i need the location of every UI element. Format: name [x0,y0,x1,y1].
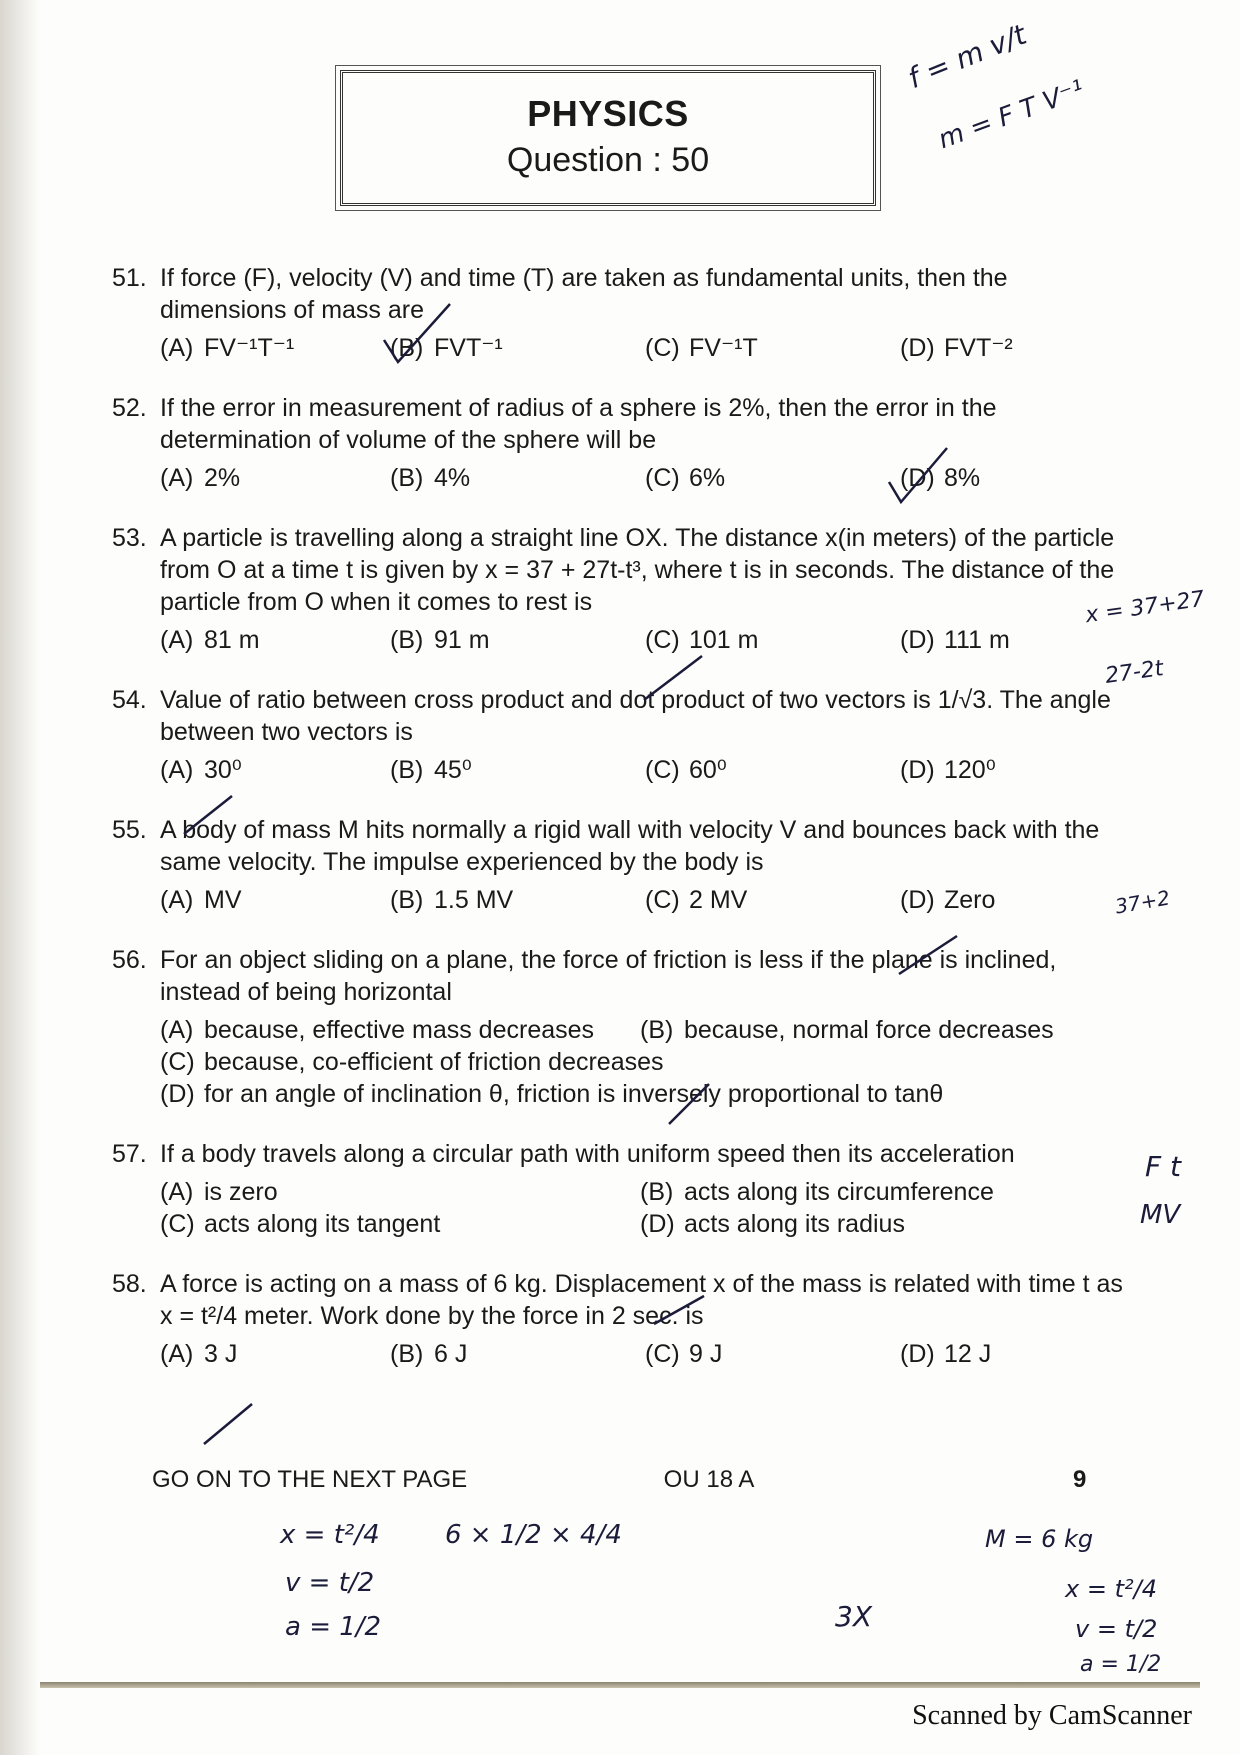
handwritten-note: x = t²/4 [1065,1575,1157,1603]
option-a[interactable] [160,1014,640,1046]
option-d[interactable] [900,624,1155,656]
option-d[interactable] [900,754,1155,786]
question-58 [112,1268,1132,1370]
question-text: A body of mass M hits normally a rigid wall with velocity V and bounces back with the same velocity. The impulse experienced by the body is [160,816,1100,876]
option-text: FVT⁻¹ [434,334,503,362]
option-c[interactable] [645,884,900,916]
option-label: (D) [900,464,935,492]
option-a[interactable] [160,1176,640,1208]
option-b[interactable] [390,884,645,916]
option-label: (C) [645,334,680,362]
option-c[interactable] [160,1046,1132,1078]
option-label: (B) [390,464,424,492]
handwritten-note: m = F T V⁻¹ [934,74,1089,156]
page-number: 9 [1073,1466,1087,1493]
question-number: 52. [112,394,147,422]
handwritten-note: x = t²/4 [280,1520,380,1550]
option-text: 12 J [944,1340,992,1368]
option-label: (C) [645,626,680,654]
option-text: 45⁰ [434,756,472,784]
question-text: If a body travels along a circular path with uniform speed then its acceleration [160,1140,1015,1168]
question-text: If the error in measurement of radius of a sphere is 2%, then the error in the determination of volume of the sphere will be [160,394,997,454]
option-label: (C) [645,1340,680,1368]
option-label: (D) [640,1210,675,1238]
question-text: For an object sliding on a plane, the force of friction is less if the plane is inclined, instead of being horizontal [160,946,1057,1006]
question-number: 56. [112,946,147,974]
option-label: (A) [160,886,194,914]
option-a[interactable] [160,754,390,786]
question-53 [112,522,1132,656]
option-a[interactable] [160,332,390,364]
tick-mark-q58 [200,1400,260,1450]
option-a[interactable] [160,1338,390,1370]
handwritten-note: v = t/2 [285,1568,375,1598]
question-number: 51. [112,264,147,292]
option-text: acts along its tangent [204,1210,441,1238]
option-a[interactable] [160,462,390,494]
option-text: 3 J [204,1340,238,1368]
option-label: (D) [900,886,935,914]
option-text: is zero [204,1178,278,1206]
option-text: 6% [689,464,726,492]
option-label: (B) [390,626,424,654]
option-list [160,1338,1132,1370]
option-a[interactable] [160,884,390,916]
handwritten-note: 27-2t [1103,656,1166,689]
option-c[interactable] [645,1338,900,1370]
option-list [160,884,1132,916]
question-number: 54. [112,686,147,714]
handwritten-note: F t [1145,1150,1181,1183]
option-label: (B) [640,1016,674,1044]
tick-mark-q51 [380,300,460,370]
option-c[interactable] [645,754,900,786]
option-list [160,332,1132,364]
next-page-notice: GO ON TO THE NEXT PAGE [152,1466,468,1493]
option-text: 30⁰ [204,756,242,784]
handwritten-note: 6 × 1/2 × 4/4 [445,1520,622,1550]
option-text: 8% [944,464,981,492]
page-footer [152,1466,1112,1494]
option-label: (D) [160,1080,195,1108]
question-number: 55. [112,816,147,844]
question-count: Question : 50 [506,141,710,179]
subject-title: PHYSICS [527,93,689,134]
option-d[interactable] [160,1078,1132,1110]
question-number: 58. [112,1270,147,1298]
option-label: (C) [160,1048,195,1076]
question-text: If force (F), velocity (V) and time (T) are taken as fundamental units, then the dimensions of mass are [160,264,1008,324]
option-label: (C) [645,464,680,492]
tick-mark-q52 [885,442,955,512]
option-text: 1.5 MV [434,886,514,914]
option-label: (A) [160,626,194,654]
question-number: 53. [112,524,147,552]
option-label: (B) [390,886,424,914]
option-text: 111 m [944,626,1010,654]
question-52 [112,392,1132,494]
option-b[interactable] [390,462,645,494]
tick-mark-q56 [665,1080,715,1130]
question-number: 57. [112,1140,147,1168]
option-text: FV⁻¹T⁻¹ [204,334,295,362]
option-text: 101 m [689,626,759,654]
tick-mark-q54 [180,790,240,840]
option-c[interactable] [645,332,900,364]
option-label: (B) [390,1340,424,1368]
question-text: Value of ratio between cross product and dot product of two vectors is 1/√3. The angle between two vectors is [160,686,1111,746]
question-text: A force is acting on a mass of 6 kg. Displacement x of the mass is related with time t as x = t²/4 meter. Work done by the force in 2 sec. is [160,1270,1123,1330]
option-label: (A) [160,1340,194,1368]
option-list [160,1176,1132,1240]
option-label: (D) [900,756,935,784]
camscanner-watermark: Scanned by CamScanner [912,1700,1192,1731]
question-text: A particle is travelling along a straight line OX. The distance x(in meters) of the particle from O at a time t is given by x = 37 + 27t-t³, where t is in seconds. The distance of the particle from O when it comes to rest is [160,524,1115,616]
option-label: (A) [160,334,194,362]
handwritten-note: a = 1/2 [285,1612,382,1642]
handwritten-note: x = 37+27 [1083,586,1207,629]
option-label: (D) [900,334,935,362]
option-label: (A) [160,1016,194,1044]
option-text: 2% [204,464,241,492]
handwritten-note: MV [1140,1200,1181,1230]
option-label: (A) [160,1178,194,1206]
option-text: 6 J [434,1340,468,1368]
option-text: acts along its radius [684,1210,905,1238]
question-list [112,262,1132,1398]
handwritten-note: M = 6 kg [985,1525,1094,1553]
option-d[interactable] [900,1338,1155,1370]
page-shadow-edge [0,0,40,1755]
option-list [160,1014,1132,1046]
question-56 [112,944,1132,1110]
option-text: FV⁻¹T [689,334,758,362]
handwritten-note: v = t/2 [1075,1615,1158,1643]
option-text: 81 m [204,626,260,654]
option-text: because, normal force decreases [684,1016,1054,1044]
option-text: MV [204,886,242,914]
option-text: 4% [434,464,471,492]
option-label: (C) [645,886,680,914]
question-57 [112,1138,1132,1240]
handwritten-note: 37+2 [1113,885,1172,919]
page-bottom-edge [40,1682,1200,1688]
option-text: 91 m [434,626,490,654]
option-c[interactable] [160,1208,640,1240]
question-54 [112,684,1132,786]
option-text: 60⁰ [689,756,727,784]
tick-mark-q57 [650,1290,710,1330]
option-text: because, co-efficient of friction decreases [204,1048,664,1076]
option-b[interactable] [640,1176,1120,1208]
option-c[interactable] [645,462,900,494]
option-label: (B) [390,334,424,362]
option-list-continued [160,1046,1132,1110]
option-text: 9 J [689,1340,723,1368]
handwritten-note: 3X [835,1600,872,1633]
question-51 [112,262,1132,364]
option-b[interactable] [390,754,645,786]
option-label: (D) [900,1340,935,1368]
option-text: acts along its circumference [684,1178,994,1206]
handwritten-note: a = 1/2 [1080,1652,1162,1677]
option-label: (C) [645,756,680,784]
option-b[interactable] [390,624,645,656]
option-text: because, effective mass decreases [204,1016,595,1044]
option-b[interactable] [390,1338,645,1370]
option-b[interactable] [640,1014,1120,1046]
option-text: Zero [944,886,996,914]
tick-mark-q55 [895,930,965,980]
option-text: 120⁰ [944,756,996,784]
option-label: (B) [640,1178,674,1206]
option-label: (D) [900,626,935,654]
paper-code: OU 18 A [663,1466,755,1493]
option-label: (A) [160,756,194,784]
tick-mark-q53 [640,650,710,710]
option-text: FVT⁻² [944,334,1013,362]
option-list [160,462,1132,494]
header-box [340,70,876,206]
option-list [160,754,1132,786]
option-a[interactable] [160,624,390,656]
handwritten-note: f = m v/t [903,17,1031,96]
option-d[interactable] [640,1208,1120,1240]
option-label: (C) [160,1210,195,1238]
option-d[interactable] [900,332,1155,364]
option-text: for an angle of inclination θ, friction is inversely proportional to tanθ [204,1080,944,1108]
question-55 [112,814,1132,916]
option-label: (A) [160,464,194,492]
option-text: 2 MV [689,886,748,914]
option-label: (B) [390,756,424,784]
